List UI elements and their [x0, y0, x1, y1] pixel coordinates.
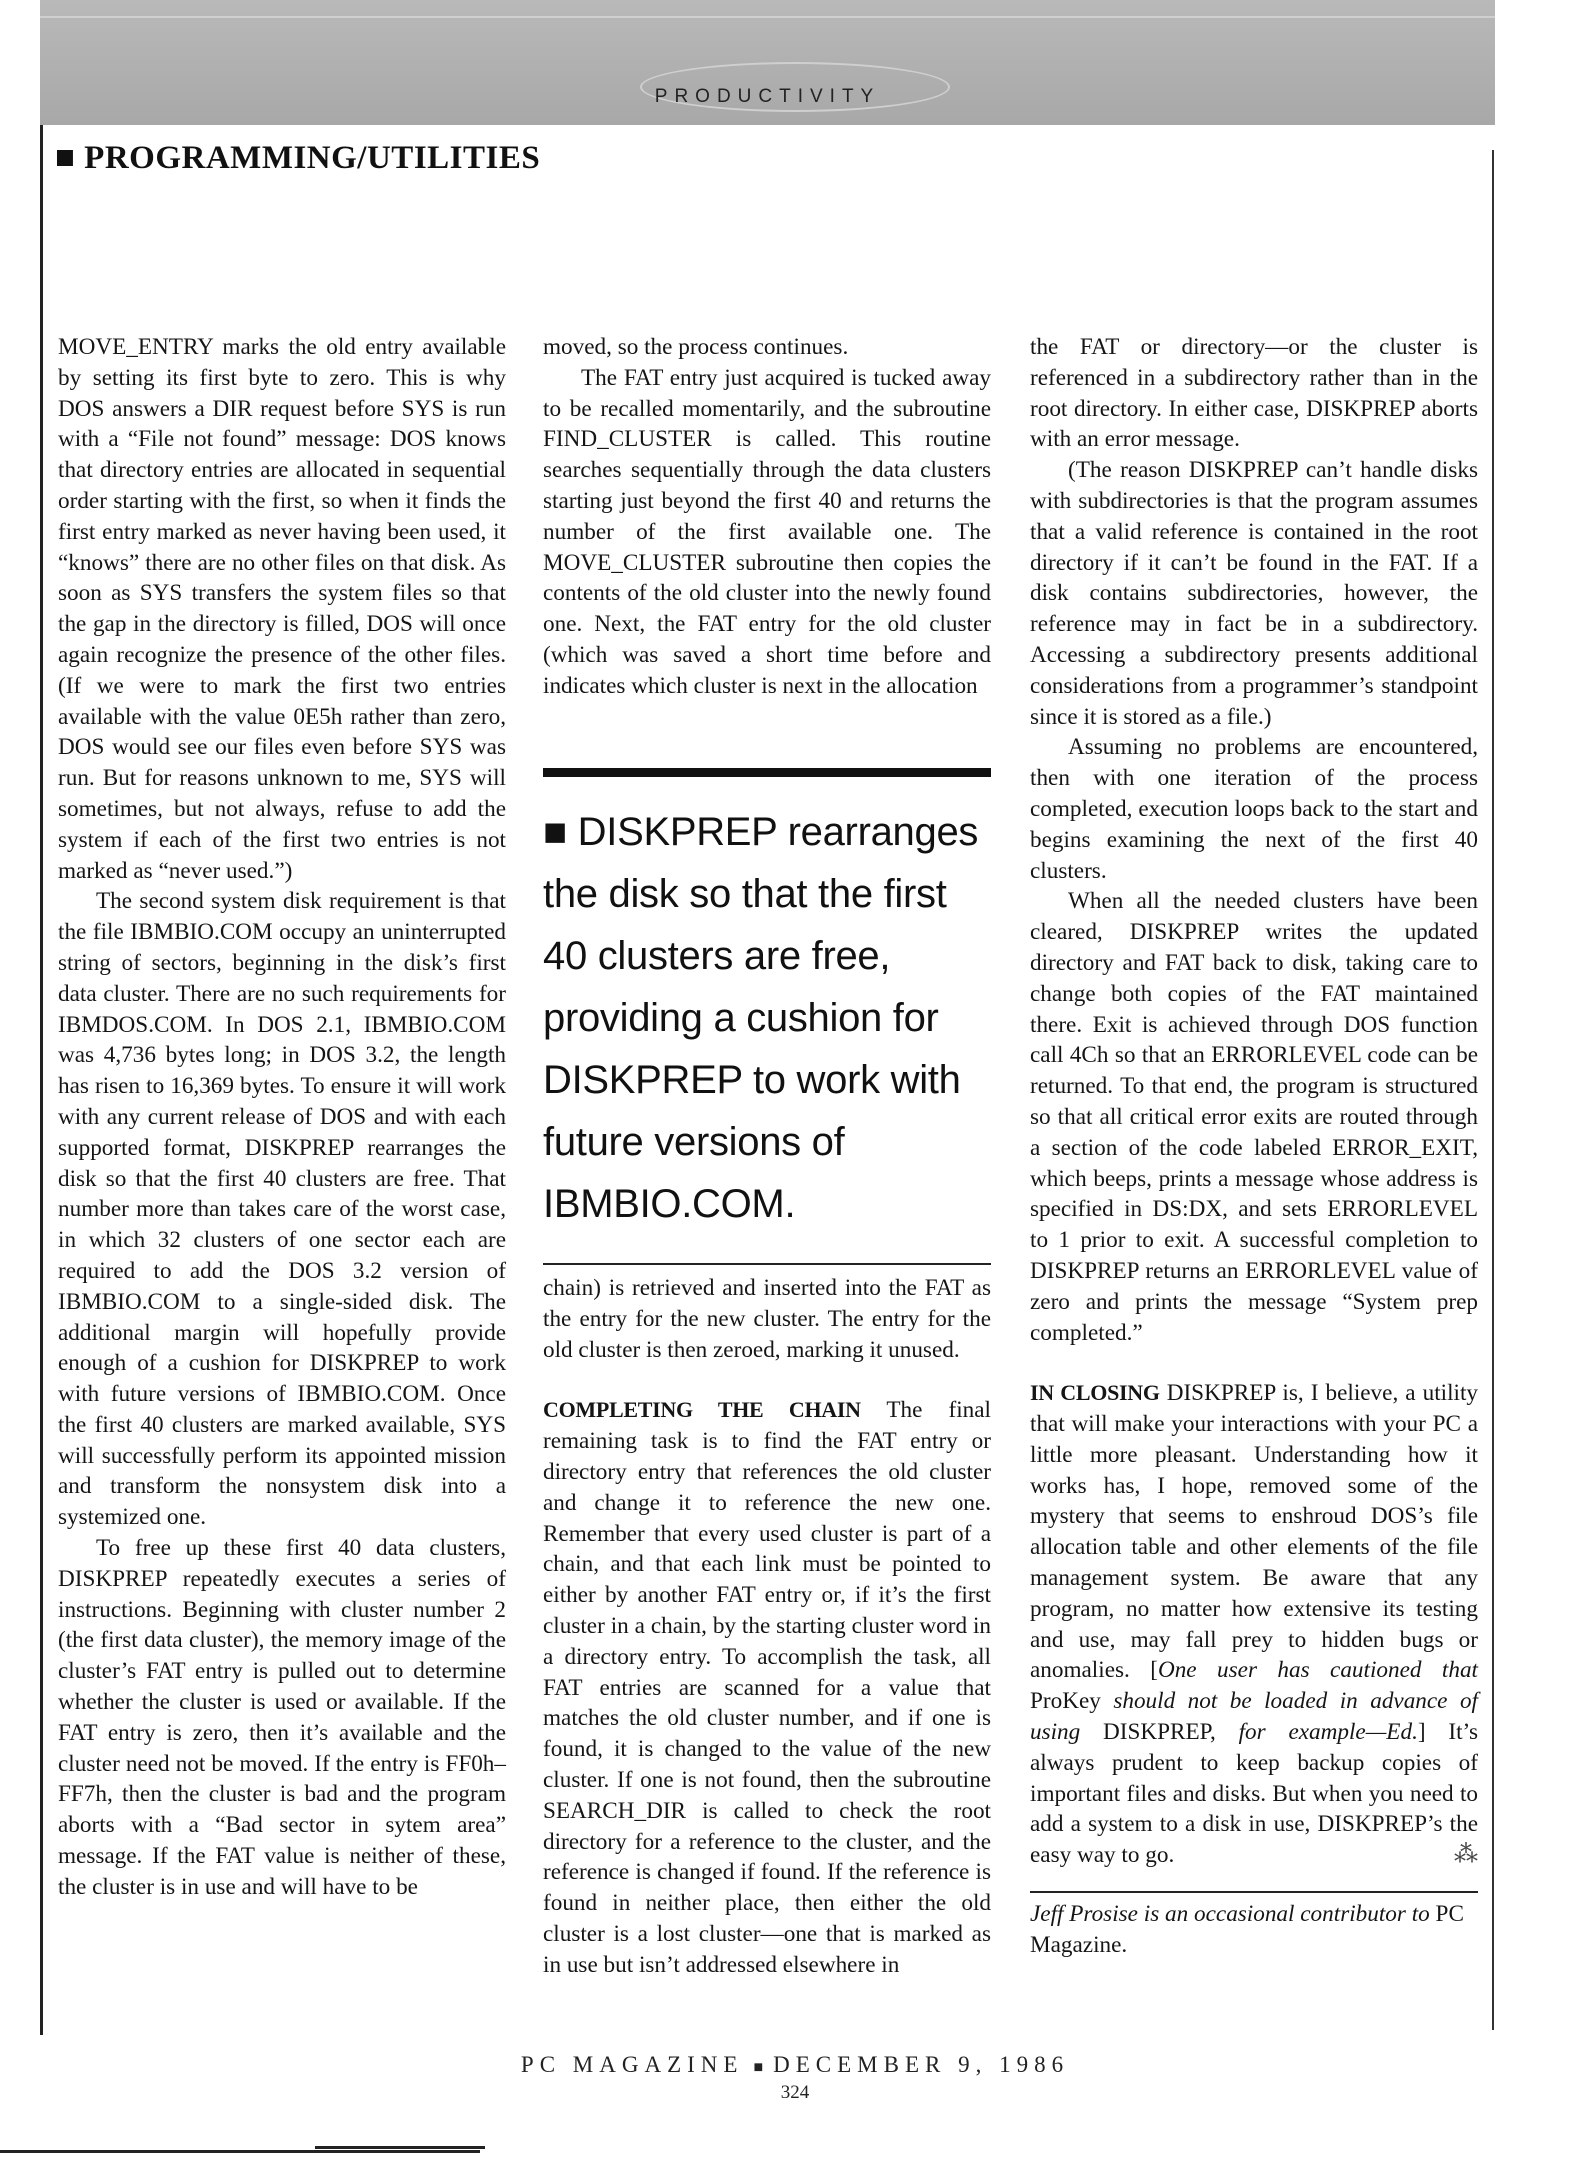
pull-quote-bottom-rule	[543, 1263, 991, 1265]
paragraph: MOVE_ENTRY marks the old entry available by setting its first byte to zero. This is why DOS answers a DIR request before SYS is run with a “File not found” message: DOS knows that directory entries are allocated in sequential order starting with the first, so when it finds the first entry marked as never having been used, it “knows” there are no other files on that disk. As soon as SYS transfers the system files so that the gap in the directory is filled, DOS will once again recognize the presence of the other files. (If we were to mark the first two entries available with the value 0E5h rather than zero, DOS would see our files even before SYS was run. But for reasons unknown to me, SYS will sometimes, but not always, refuse to add the system if each of the first two entries is not marked as “never used.”)	[58, 334, 506, 884]
scan-artifact-line	[315, 2146, 485, 2149]
paragraph: Assuming no problems are encountered, then with one iteration of the process completed, execution loops back to the start and begins examining the next of the first 40 clusters.	[1030, 734, 1478, 884]
right-frame-rule	[1492, 150, 1494, 2030]
page-number: 324	[780, 2082, 810, 2103]
bio-rule	[1030, 1891, 1478, 1893]
paragraph: moved, so the process continues.	[543, 334, 849, 360]
section-label: PRODUCTIVITY	[654, 86, 881, 107]
page-footer	[0, 2052, 1590, 2078]
column-3	[1030, 332, 1478, 1961]
column-2	[543, 332, 991, 1981]
issue-date: DECEMBER 9, 1986	[773, 2052, 1070, 2077]
left-frame-rule	[40, 125, 43, 2035]
end-mark-icon: ⁂	[1454, 1842, 1478, 1869]
pull-quote-top-rule	[543, 768, 991, 777]
paragraph: the FAT or directory—or the cluster is referenced in a subdirectory rather than in the root directory. In either case, DISKPREP aborts with an error message.	[1030, 334, 1478, 453]
header-band	[40, 0, 1495, 125]
department-title: ■ PROGRAMMING/UTILITIES	[55, 140, 541, 176]
column-2-top-text	[543, 332, 991, 726]
subhead: IN CLOSING	[1030, 1380, 1160, 1406]
footer-separator: ■	[753, 2059, 764, 2076]
magazine-name: PC MAGAZINE	[520, 2052, 744, 2077]
paragraph: When all the needed clusters have been cleared, DISKPREP writes the updated directory and FAT back to disk, taking care to change both copies of the FAT maintained there. Exit is achieved through DOS function call 4Ch so that an ERRORLEVEL code can be returned. To that end, the program is structured so that all critical error exits are routed through a section of the code labeled ERROR_EXIT, which beeps, prints a message whose address is specified in DS:DX, and sets ERRORLEVEL to 1 prior to exit. A successful completion to DISKPREP returns an ERRORLEVEL value of zero and prints the message “System prep completed.”	[1030, 888, 1478, 1346]
scan-artifact-line	[0, 2150, 480, 2153]
pull-quote: ■ DISKPREP rearranges the disk so that the first 40 clusters are free, providing a cushion for DISKPREP to work with future versions of IBMBIO.COM.	[543, 810, 979, 1226]
column-1	[58, 332, 506, 1903]
paragraph: (The reason DISKPREP can’t handle disks with subdirectories is that the program assumes that a valid reference is contained in the root directory if it can’t be found in the FAT. If a disk contains subdirectories, however, the reference may in fact be in a subdirectory. Accessing a subdirectory presents additional considerations from a programmer’s standpoint since it is stored as a file.)	[1030, 457, 1478, 730]
header-rule	[40, 16, 1495, 18]
paragraph: The FAT entry just acquired is tucked away to be recalled momentarily, and the subroutine FIND_CLUSTER is called. This routine searches sequentially through the data clusters starting just beyond the first 40 and returns the number of the first available one. The MOVE_CLUSTER subroutine then copies the contents of the old cluster into the newly found one. Next, the FAT entry for the old cluster (which was saved a short time before and indicates which cluster is next in the allocation	[543, 364, 991, 699]
paragraph-text: The final remaining task is to find the FAT entry or directory entry that references the old cluster and change it to reference the new one. Remember that every used cluster is part of a chain, and that each link must be pointed to either by another FAT entry or, if it’s the first cluster in a chain, by the starting cluster word in a directory entry. To accomplish the task, all FAT entries are scanned for a value that matches the old cluster number, and if one is found, it is changed to the value of the new cluster. If one is not found, then the subroutine SEARCH_DIR is called to check the root directory for a reference to the cluster, and the reference is changed if found. If the reference is found in neither place, then either the old cluster is a lost cluster—one that is marked as in use but isn’t addressed elsewhere in	[543, 1397, 991, 1978]
paragraph: To free up these first 40 data clusters, DISKPREP repeatedly executes a series of instructions. Beginning with cluster number 2 (the first data cluster), the memory image of the cluster’s FAT entry is pulled out to determine whether the cluster is used or available. If the FAT entry is zero, then it’s available and the cluster need not be moved. If the entry is FF0h–FF7h, then the cluster is bad and the program aborts with a “Bad sector in sytem area” message. If the FAT value is neither of these, the cluster is in use and will have to be	[58, 1535, 506, 1900]
subhead: COMPLETING THE CHAIN	[543, 1397, 861, 1423]
paragraph: IN CLOSING DISKPREP is, I believe, a utility that will make your interactions with your PC a little more pleasant. Understanding how it works has, I hope, removed some of the mystery that seems to enshroud DOS’s file allocation table and other elements of the file management system. Be aware that any program, no matter how extensive its testing and use, may fall prey to hidden bugs or anomalies. [One user has cautioned that ProKey should not be loaded in advance of using DISKPREP, for example—Ed.] It’s always prudent to keep backup copies of important files and disks. But when you need to add a system to a disk in use, DISKPREP’s the easy way to go. ⁂	[1030, 1378, 1478, 1871]
paragraph: The second system disk requirement is that the file IBMBIO.COM occupy an uninterrupted string of sectors, beginning in the disk’s first data cluster. There are no such requirements for IBMDOS.COM. In DOS 2.1, IBMBIO.COM was 4,736 bytes long; in DOS 3.2, the length has risen to 16,369 bytes. To ensure it will work with any current release of DOS and with each supported format, DISKPREP rearranges the disk so that the first 40 clusters are free. That number more than takes care of the worst case, in which 32 clusters of one sector each are required to add the DOS 3.2 version of IBMBIO.COM to a single-sided disk. The additional margin will hopefully provide enough of a cushion for DISKPREP to work with future versions of IBMBIO.COM. Once the first 40 clusters are marked available, SYS will successfully perform its appointed mission and transform the nonsystem disk into a systemized one.	[58, 888, 506, 1531]
paragraph: chain) is retrieved and inserted into the FAT as the entry for the new cluster. The entry for the old cluster is then zeroed, marking it unused.	[543, 1275, 991, 1363]
author-bio: Jeff Prosise is an occasional contributor to PC Magazine.	[1030, 1901, 1464, 1958]
paragraph	[543, 1395, 991, 1980]
